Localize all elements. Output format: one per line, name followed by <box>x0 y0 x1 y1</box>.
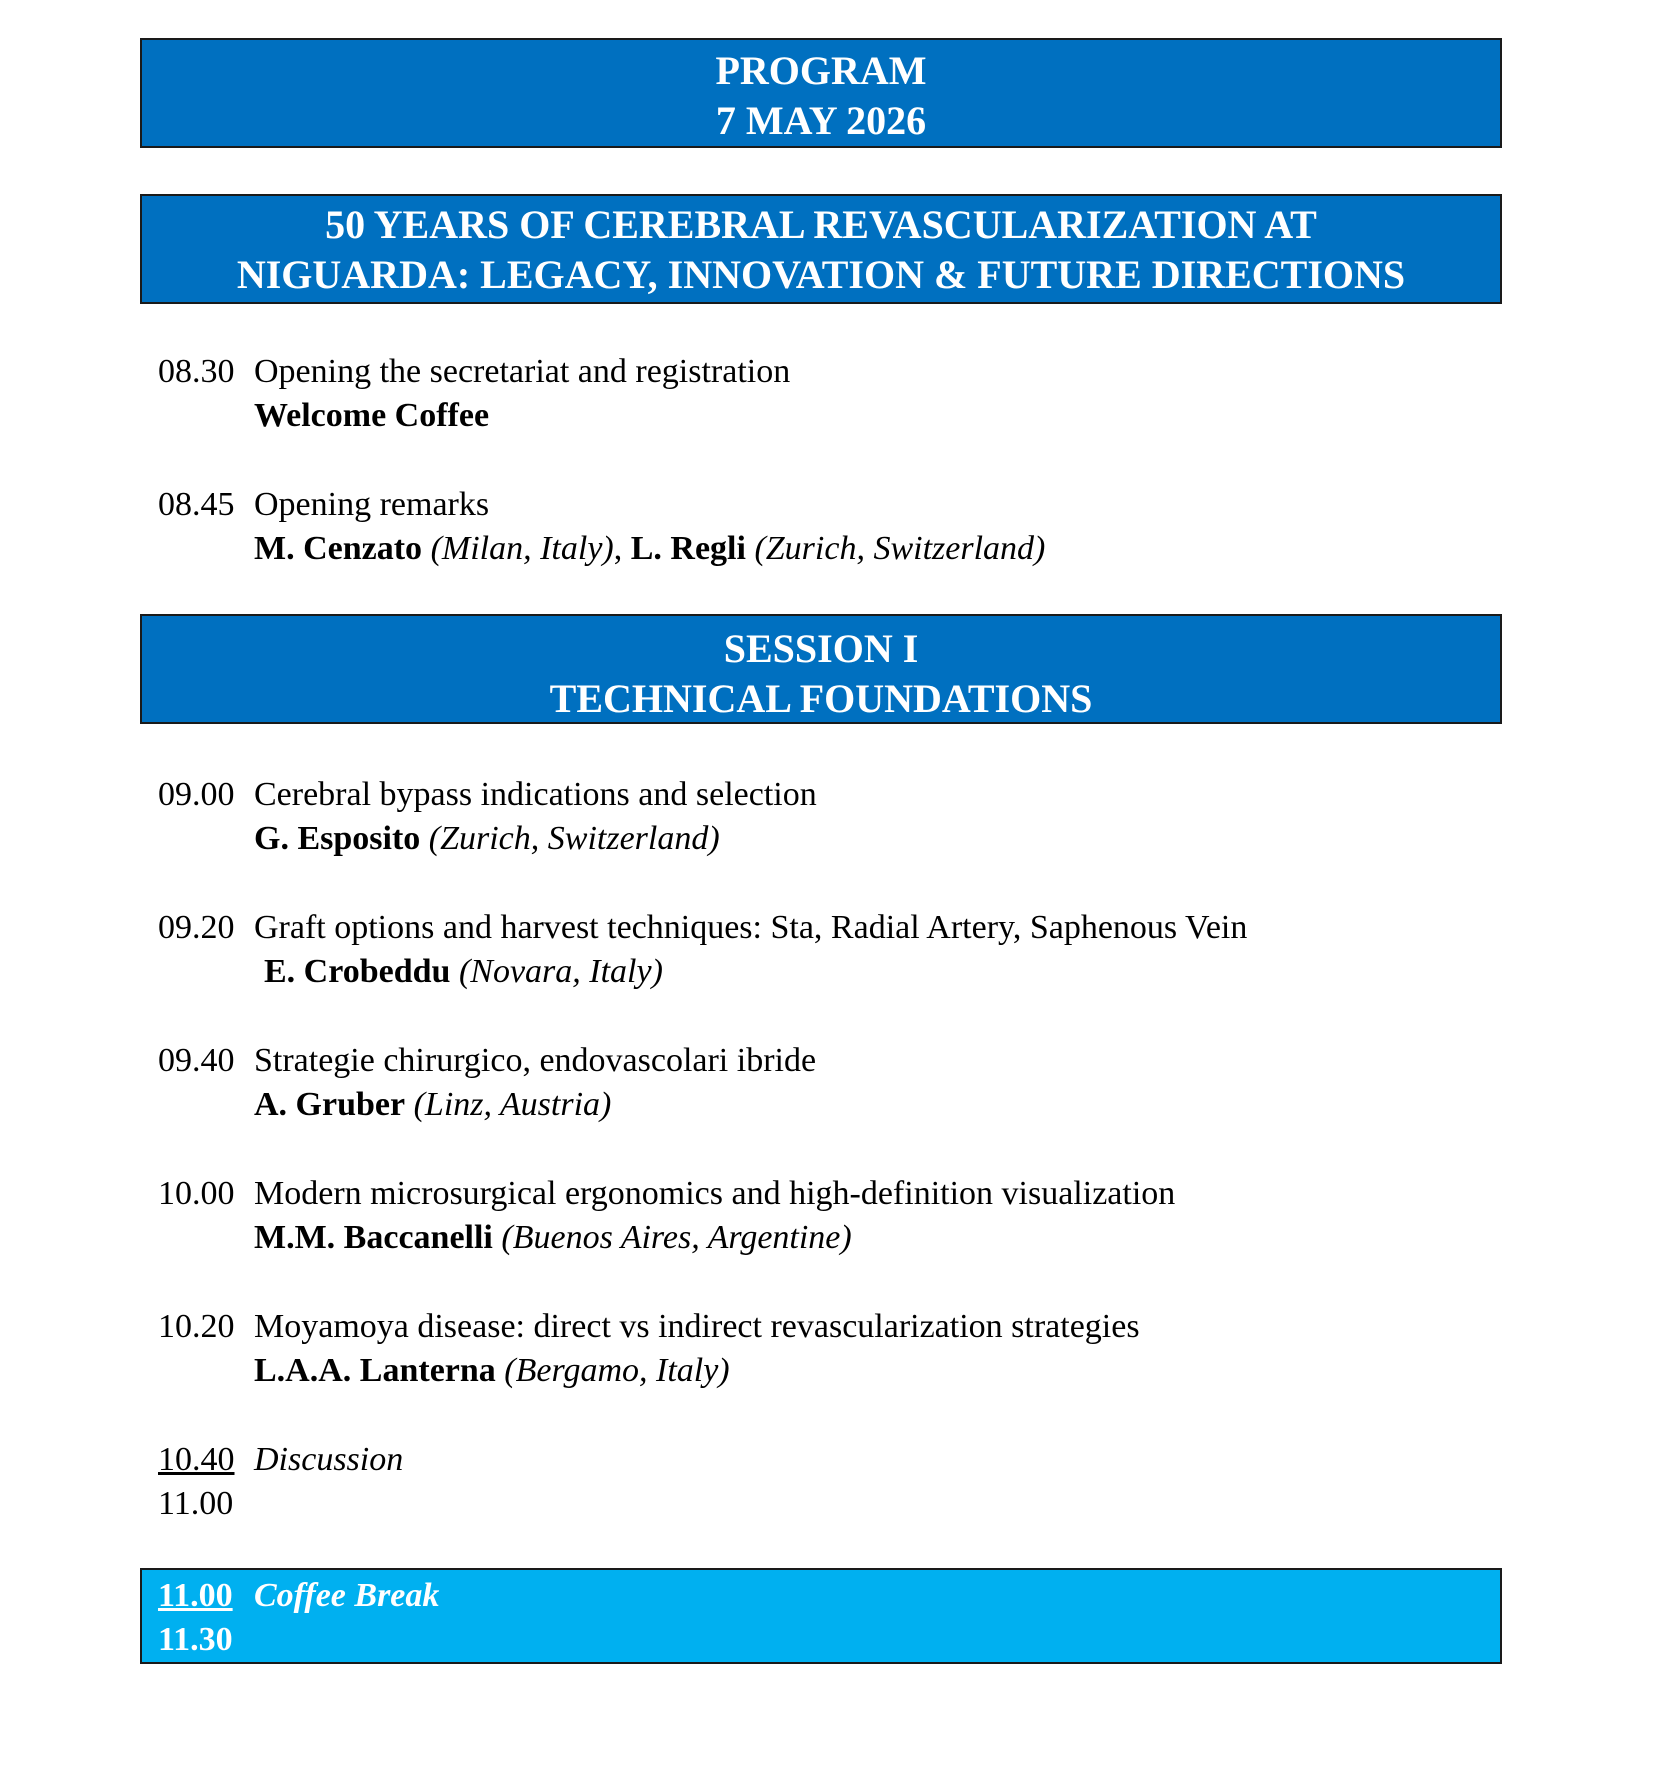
coffee-break-band <box>140 1568 1502 1664</box>
speaker-name: L. Regli <box>630 530 746 567</box>
agenda-item <box>158 1305 1140 1349</box>
speaker-separator: , <box>613 530 623 567</box>
speaker-name: A. Gruber <box>254 1086 406 1123</box>
item-title: Cerebral bypass indications and selection <box>254 776 817 813</box>
discussion-time-end: 11.00 <box>158 1485 234 1522</box>
event-title-header <box>140 194 1502 304</box>
item-time: 09.20 <box>158 909 235 946</box>
speaker-place: (Milan, Italy) <box>430 530 614 567</box>
item-time: 09.40 <box>158 1042 235 1079</box>
agenda-item <box>158 1172 1175 1216</box>
item-title: Moyamoya disease: direct vs indirect revascularization strategies <box>254 1308 1140 1345</box>
item-title: Graft options and harvest techniques: Sta, Radial Artery, Saphenous Vein <box>254 909 1248 946</box>
speaker-place: (Linz, Austria) <box>413 1086 612 1123</box>
item-title: Opening the secretariat and registration <box>254 353 791 390</box>
speaker-name: M.M. Baccanelli <box>254 1219 493 1256</box>
agenda-item <box>158 350 790 394</box>
speaker-place: (Novara, Italy) <box>458 953 663 990</box>
speaker-place: (Zurich, Switzerland) <box>428 820 720 857</box>
item-time: 10.00 <box>158 1175 235 1212</box>
item-speaker <box>254 1349 730 1393</box>
item-speaker <box>254 1083 611 1127</box>
session-number: SESSION I <box>723 626 919 671</box>
item-time: 08.45 <box>158 486 235 523</box>
item-time: 10.20 <box>158 1308 235 1345</box>
item-speaker <box>254 817 720 861</box>
item-time: 08.30 <box>158 353 235 390</box>
item-speaker <box>264 950 663 994</box>
coffee-break-label: Coffee Break <box>254 1577 440 1614</box>
speaker-name: E. Crobeddu <box>264 953 451 990</box>
coffee-time-start: 11.00 <box>158 1577 233 1614</box>
speaker-place: (Zurich, Switzerland) <box>754 530 1046 567</box>
speaker-name: G. Esposito <box>254 820 421 857</box>
item-subtitle: Welcome Coffee <box>254 397 490 434</box>
agenda-item <box>158 906 1247 950</box>
discussion-item <box>158 1438 403 1482</box>
item-title: Strategie chirurgico, endovascolari ibride <box>254 1042 817 1079</box>
speaker-place: (Bergamo, Italy) <box>504 1352 730 1389</box>
speaker-name: M. Cenzato <box>254 530 423 567</box>
agenda-item <box>158 483 489 527</box>
program-label: PROGRAM <box>715 48 927 93</box>
item-time: 09.00 <box>158 776 235 813</box>
session-title: TECHNICAL FOUNDATIONS <box>549 676 1093 721</box>
event-title-line1: 50 YEARS OF CEREBRAL REVASCULARIZATION AT <box>325 202 1317 247</box>
program-header <box>140 38 1502 148</box>
coffee-break-row <box>158 1574 439 1618</box>
discussion-label: Discussion <box>254 1441 404 1478</box>
speaker-place: (Buenos Aires, Argentine) <box>501 1219 852 1256</box>
program-date: 7 MAY 2026 <box>715 98 927 143</box>
item-speaker <box>254 1216 852 1260</box>
agenda-item <box>158 773 817 817</box>
speaker-name: L.A.A. Lanterna <box>254 1352 496 1389</box>
event-title-line2: NIGUARDA: LEGACY, INNOVATION & FUTURE DIRECTIONS <box>236 252 1406 297</box>
discussion-time-start: 10.40 <box>158 1441 235 1478</box>
item-speakers <box>254 527 1045 571</box>
item-title: Modern microsurgical ergonomics and high-definition visualization <box>254 1175 1176 1212</box>
item-title: Opening remarks <box>254 486 490 523</box>
agenda-item <box>158 1039 816 1083</box>
coffee-time-end: 11.30 <box>158 1621 233 1658</box>
session-header <box>140 614 1502 724</box>
